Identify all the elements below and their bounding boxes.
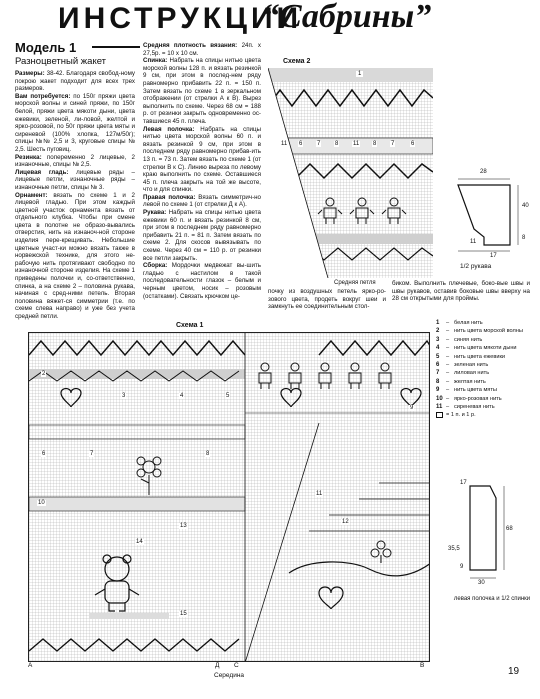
legend-item <box>436 412 536 418</box>
scheme2-number: 7 <box>317 141 321 147</box>
scheme1-number: 4 <box>180 393 184 399</box>
front-dim: 17 <box>460 480 467 486</box>
text-column-2 <box>143 42 261 316</box>
scheme1-number: 7 <box>90 451 94 457</box>
scheme1-number: 2 <box>42 371 46 377</box>
scheme1-number: 14 <box>136 539 143 545</box>
scheme1-number: 6 <box>42 451 46 457</box>
text-paragraph <box>143 42 261 57</box>
legend-dash: – <box>446 404 450 411</box>
legend-dash: – <box>446 353 450 360</box>
legend-number: 10 <box>436 395 443 402</box>
legend-text: белая нить <box>454 320 483 326</box>
text-paragraph <box>143 194 261 209</box>
scheme2-number: 6 <box>299 141 303 147</box>
legend-item <box>436 404 536 410</box>
sleeve-dim: 28 <box>480 169 487 175</box>
legend-number: 9 <box>436 387 440 394</box>
paragraph-text: Мордочки медвежат вы-шить гладью с настилом в такой последовательности глазок – белым и черным цветом, носик – розовым (остатками). Связать крючком це- <box>143 262 261 300</box>
paragraph-text: вязать по схеме 1 и 2 лицевой гладью. При этом каждый цветной участок орнамента вязать от отдельного клубка. Чтобы при смене цвета в полотне не образо-вывались отверстия, нить на изнаноч-ной стороне изделия пере-крещивать. Небольшие цветные участ-ки можно вязать также в норвежской технике, для этого не-рабочую нить протягивают свободно по изнаночной стороне изделия. На схеме 1 приведены полочки и, со-ответственно, спинка, а на схеме 2 – половина рукава, начиная с сред-ними петель. Вторая половина вяжет-ся симметрии (т.е. по схеме слева направо) и уже без учета средней петли. <box>15 191 135 320</box>
legend-item <box>436 396 536 402</box>
scheme1-middle-label: Середина <box>214 672 245 679</box>
legend-dash: – <box>446 320 450 326</box>
sleeve-dim: 8 <box>522 235 526 241</box>
paragraph-label: Рукава: <box>143 209 167 217</box>
legend-number: 1 <box>436 320 440 326</box>
model-title: Модель 1 <box>15 40 77 55</box>
legend-item <box>436 328 536 334</box>
scheme1-letter-c: С <box>234 662 239 669</box>
sleeve-dim: 17 <box>490 253 497 259</box>
text-paragraph <box>143 126 261 194</box>
text-paragraph <box>15 192 135 321</box>
text-paragraph <box>143 209 261 262</box>
legend-text: нить цвета мякоти дыни <box>454 345 517 352</box>
legend-number: 4 <box>436 345 440 352</box>
paragraph-text: Набрать на спицы нитью цвета морской волны 60 п. и вязать резинкой 9 см, при этом в последнем ряду равномерно прибав-ить 13 п. = 73 п. Затем вязать по схеме 1 (от стрелки В к С). Линию выреза по левому краю выполнить по схеме. Оставшиеся 45 п. плеча закрыть на той же высоте, что и для спинки. <box>143 125 261 194</box>
scheme2-number: 11 <box>353 141 360 147</box>
legend-text: лиловая нить <box>454 370 490 377</box>
model-rule <box>92 46 140 48</box>
legend-item <box>436 337 536 343</box>
paragraph-text: по 150г пряжи цвета морской волны и синей пряжи, по 150г белой, пряжи цвета мякоти дыни, цвета ежевики, зеленой, ли-ловой, желтой и ярко-розовой, по 50г пряжи цвета мяты и сиреневой (100% хлопка, 127м/50г); спицы №№ 2,5 и 3, круговые спицы № 2,5. Шесть пуговиц. <box>15 92 135 153</box>
paragraph-text: 24п. x 27,5р. = 10 x 10 см. <box>143 42 261 57</box>
text-paragraph <box>15 154 135 169</box>
text-paragraph <box>15 169 135 192</box>
legend-dash: – <box>446 378 450 385</box>
front-outline <box>440 480 535 600</box>
model-subtitle: Разноцветный жакет <box>15 56 107 67</box>
legend-dash: – <box>446 345 450 352</box>
paragraph-text: Вязать симметрич-но левой по схеме 1 (от стрелки Д к А). <box>143 193 261 209</box>
scheme2-chart <box>268 68 433 278</box>
scheme1-number: 13 <box>180 523 187 529</box>
front-dim: 9 <box>460 564 464 570</box>
paragraph-label: Спинка: <box>143 57 168 65</box>
legend-text: зеленая нить <box>454 362 489 369</box>
scheme1-letter-d: Д <box>215 662 220 669</box>
scheme2-number: 1 <box>358 71 362 77</box>
legend-dash: – <box>446 336 450 343</box>
legend-number: 5 <box>436 353 440 360</box>
header-title-right: “Сабрины” <box>262 0 432 35</box>
scheme2-number: 8 <box>373 141 377 147</box>
legend-item <box>436 320 536 326</box>
legend-item <box>436 370 536 376</box>
scheme1-chart <box>28 332 430 662</box>
legend-text: нить цвета мяты <box>454 387 497 394</box>
paragraph-text: 38-42. Благодаря свобод-ному покрою жакет подходит для всех трех размеров. <box>15 70 135 93</box>
scheme1-number: 10 <box>38 500 45 506</box>
scheme2-number: 11 <box>281 141 288 147</box>
page-number: 19 <box>508 666 520 677</box>
paragraph-label: Правая полочка: <box>143 193 196 201</box>
legend-number: 11 <box>436 404 443 411</box>
text-column-3-bottom: почку из воздушных петель ярко-ро-зового цвета, продеть вокруг шеи и замкнуть ее соединительным стол- <box>268 288 386 311</box>
paragraph-label: Средняя плотность вязания: <box>143 42 238 49</box>
paragraph-label: Размеры: <box>15 70 45 77</box>
page-header <box>0 0 540 38</box>
legend-number: 3 <box>436 336 440 343</box>
text-column-1 <box>15 70 135 320</box>
paragraph-label: Лицевая гладь: <box>15 168 69 176</box>
scheme2-number: 7 <box>391 141 395 147</box>
paragraph-label: Вам потребуется: <box>15 92 71 100</box>
legend-dash: – <box>446 370 450 377</box>
scheme1-number: 12 <box>342 519 349 525</box>
color-legend <box>436 320 536 421</box>
front-caption: левая полочка и 1/2 спинки <box>453 596 531 602</box>
scheme1-number: 5 <box>226 393 230 399</box>
scheme1-number: 9 <box>410 405 414 411</box>
paragraph-text: лицевые ряды – лицевые петли, изнаночные ряды – изнаночные петли, спицы № 3. <box>15 168 135 191</box>
legend-text: ярко-розовая нить <box>454 395 502 402</box>
legend-text: нить цвета ежевики <box>454 353 506 360</box>
sleeve-caption: 1/2 рукава <box>460 263 492 270</box>
front-diagram <box>440 480 535 630</box>
scheme2-graphic <box>268 68 433 278</box>
paragraph-label: Орнамент: <box>15 191 48 199</box>
legend-number: 6 <box>436 362 440 369</box>
scheme2-middle-label: Средняя петля <box>334 280 376 286</box>
legend-item <box>436 354 536 360</box>
scheme1-title: Схема 1 <box>176 322 204 329</box>
legend-text: желтая нить <box>454 378 486 385</box>
paragraph-label: Сборка: <box>143 262 168 270</box>
front-dim: 68 <box>506 526 513 532</box>
text-paragraph <box>143 57 261 125</box>
legend-dash: – <box>446 362 450 369</box>
paragraph-text: Набрать на спицы нитью цвета ежевики 60 п. и вязать резинкой 8 см, при этом в последнем ряду равномерно прибавить 21 п. = 81 п. Затем вязать по схеме 2. Для скосов вывязывать по схеме. Через 40 см = 110 р. от резинки все петли закрыть. <box>143 209 261 262</box>
legend-item <box>436 387 536 393</box>
text-paragraph <box>15 70 135 93</box>
legend-dash: – <box>446 395 450 402</box>
scheme1-number: 11 <box>316 491 323 497</box>
sleeve-dim: 40 <box>522 203 529 209</box>
sleeve-outline <box>440 165 535 275</box>
legend-text: синяя нить <box>454 336 483 343</box>
legend-item <box>436 362 536 368</box>
scheme1-letter-b: В <box>420 662 425 669</box>
scheme1-letter-a: А <box>28 662 33 669</box>
legend-dash: – <box>446 328 450 335</box>
paragraph-text: попеременно 2 лицевые, 2 изнаночные, спицы № 2,5. <box>15 153 135 169</box>
legend-item <box>436 345 536 351</box>
scheme1-graphic <box>29 333 430 662</box>
legend-item <box>436 379 536 385</box>
paragraph-label: Резинка: <box>15 153 42 161</box>
scheme1-number: 3 <box>122 393 126 399</box>
paragraph-text: Набрать на спицы нитью цвета морской волны 128 п. и вязать резинкой 9 см, при этом в послед-нем ряду равномерно прибавить 22 п. = 150 п. Затем вязать по схеме 1 в зеркальном отображении (от стрелки А к В). Вырез выполнить по схеме. Через 68 см = 188 р. от резинки закрыть одновременно ос-тавшиеся 45 п. плеча. <box>143 57 261 125</box>
grid-cell-icon <box>436 412 443 418</box>
legend-number: 7 <box>436 370 440 377</box>
legend-text: нить цвета морской волны <box>454 328 523 335</box>
legend-text: = 1 п. и 1 р. <box>446 412 476 419</box>
legend-dash: – <box>446 387 450 394</box>
scheme1-number: 15 <box>180 611 187 617</box>
text-paragraph <box>143 262 261 300</box>
legend-number: 8 <box>436 378 440 385</box>
sleeve-diagram <box>440 165 535 275</box>
legend-number: 2 <box>436 328 440 335</box>
legend-text: сиреневая нить <box>454 404 495 411</box>
scheme2-number: 8 <box>335 141 339 147</box>
front-dim: 35,5 <box>448 546 460 552</box>
front-dim: 30 <box>478 580 485 586</box>
scheme2-title: Схема 2 <box>283 58 311 65</box>
scheme2-number: 6 <box>411 141 415 147</box>
sleeve-dim: 11 <box>470 239 477 245</box>
scheme1-number: 8 <box>206 451 210 457</box>
header-title-left: ИНСТРУКЦИИ <box>58 2 303 35</box>
text-paragraph <box>15 93 135 154</box>
paragraph-label: Левая полочка: <box>143 125 195 133</box>
text-column-4-bottom: биком. Выполнить плечевые, боко-вые швы и швы рукавов, оставив боковые швы вверху на 28 см открытыми для проймы. <box>392 280 530 303</box>
